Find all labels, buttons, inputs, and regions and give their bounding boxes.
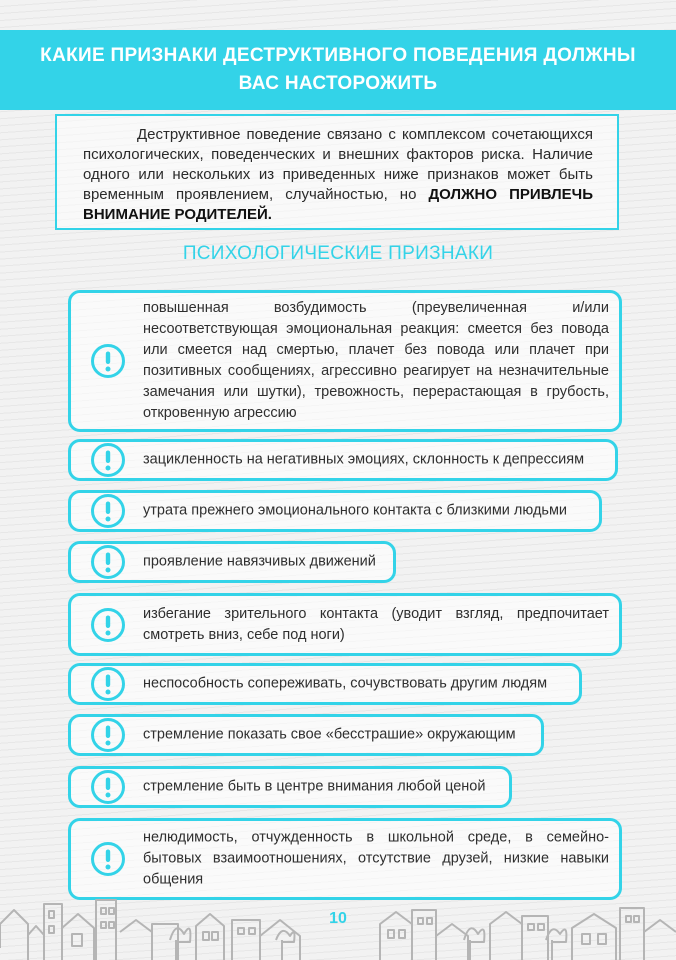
list-item bbox=[68, 541, 396, 583]
exclamation-circle-icon bbox=[90, 717, 126, 753]
list-item bbox=[68, 490, 602, 532]
item-text: утрата прежнего эмоционального контакта с близкими людьми bbox=[143, 502, 568, 519]
exclamation-circle-icon bbox=[90, 666, 126, 702]
item-text: зацикленность на негативных эмоциях, склонность к депрессиям bbox=[143, 451, 585, 468]
list-item bbox=[68, 290, 622, 432]
page-header bbox=[0, 30, 676, 110]
item-text: избегание зрительного контакта (уводит взгляд, предпочитает смотреть вниз, себе под ноги) bbox=[143, 605, 609, 643]
item-text: проявление навязчивых движений bbox=[143, 553, 376, 570]
page-number: 10 bbox=[329, 910, 347, 927]
intro-emphasis: ДОЛЖНО ПРИВЛЕЧЬ ВНИМАНИЕ РОДИТЕЛЕЙ. bbox=[83, 186, 594, 223]
exclamation-circle-icon bbox=[90, 442, 126, 478]
intro-box bbox=[55, 114, 619, 230]
list-item bbox=[68, 439, 618, 481]
exclamation-circle-icon bbox=[90, 769, 126, 805]
exclamation-circle-icon bbox=[90, 343, 126, 379]
item-text: нелюдимость, отчужденность в школьной среде, в семейно-бытовых взаимоотношениях, отсутствие друзей, низкие навыки общения bbox=[143, 829, 609, 888]
item-text: стремление быть в центре внимания любой ценой bbox=[143, 778, 486, 795]
exclamation-circle-icon bbox=[90, 607, 126, 643]
item-text: стремление показать свое «бесстрашие» окружающим bbox=[143, 726, 516, 743]
item-text: повышенная возбудимость (преувеличенная и/или несоответствующая эмоциональная реакция: смеется без повода или смеется над смертью, плачет без повода или плачет при позитивных сообщениях, агрессивно реагирует на незначительные замечания или шутки), тревожность, перерастающая в грубость, откровенную агрессию bbox=[143, 300, 609, 421]
exclamation-circle-icon bbox=[90, 841, 126, 877]
list-item bbox=[68, 593, 622, 656]
item-text: неспособность сопереживать, сочувствовать другим людям bbox=[143, 675, 548, 692]
page-title: КАКИЕ ПРИЗНАКИ ДЕСТРУКТИВНОГО ПОВЕДЕНИЯ ДОЛЖНЫ ВАС НАСТОРОЖИТЬ bbox=[40, 45, 636, 94]
exclamation-circle-icon bbox=[90, 493, 126, 529]
intro-text: Деструктивное поведение связано с комплексом сочетающихся психологических, поведенческих и внешних факторов риска. Наличие одного или нескольких из приведенных ниже признаков может быть временным проявлением, случайностью, но bbox=[83, 126, 593, 203]
section-title: ПСИХОЛОГИЧЕСКИЕ ПРИЗНАКИ bbox=[182, 243, 494, 264]
list-item bbox=[68, 714, 544, 756]
list-item bbox=[68, 766, 512, 808]
exclamation-circle-icon bbox=[90, 544, 126, 580]
list-item bbox=[68, 663, 582, 705]
